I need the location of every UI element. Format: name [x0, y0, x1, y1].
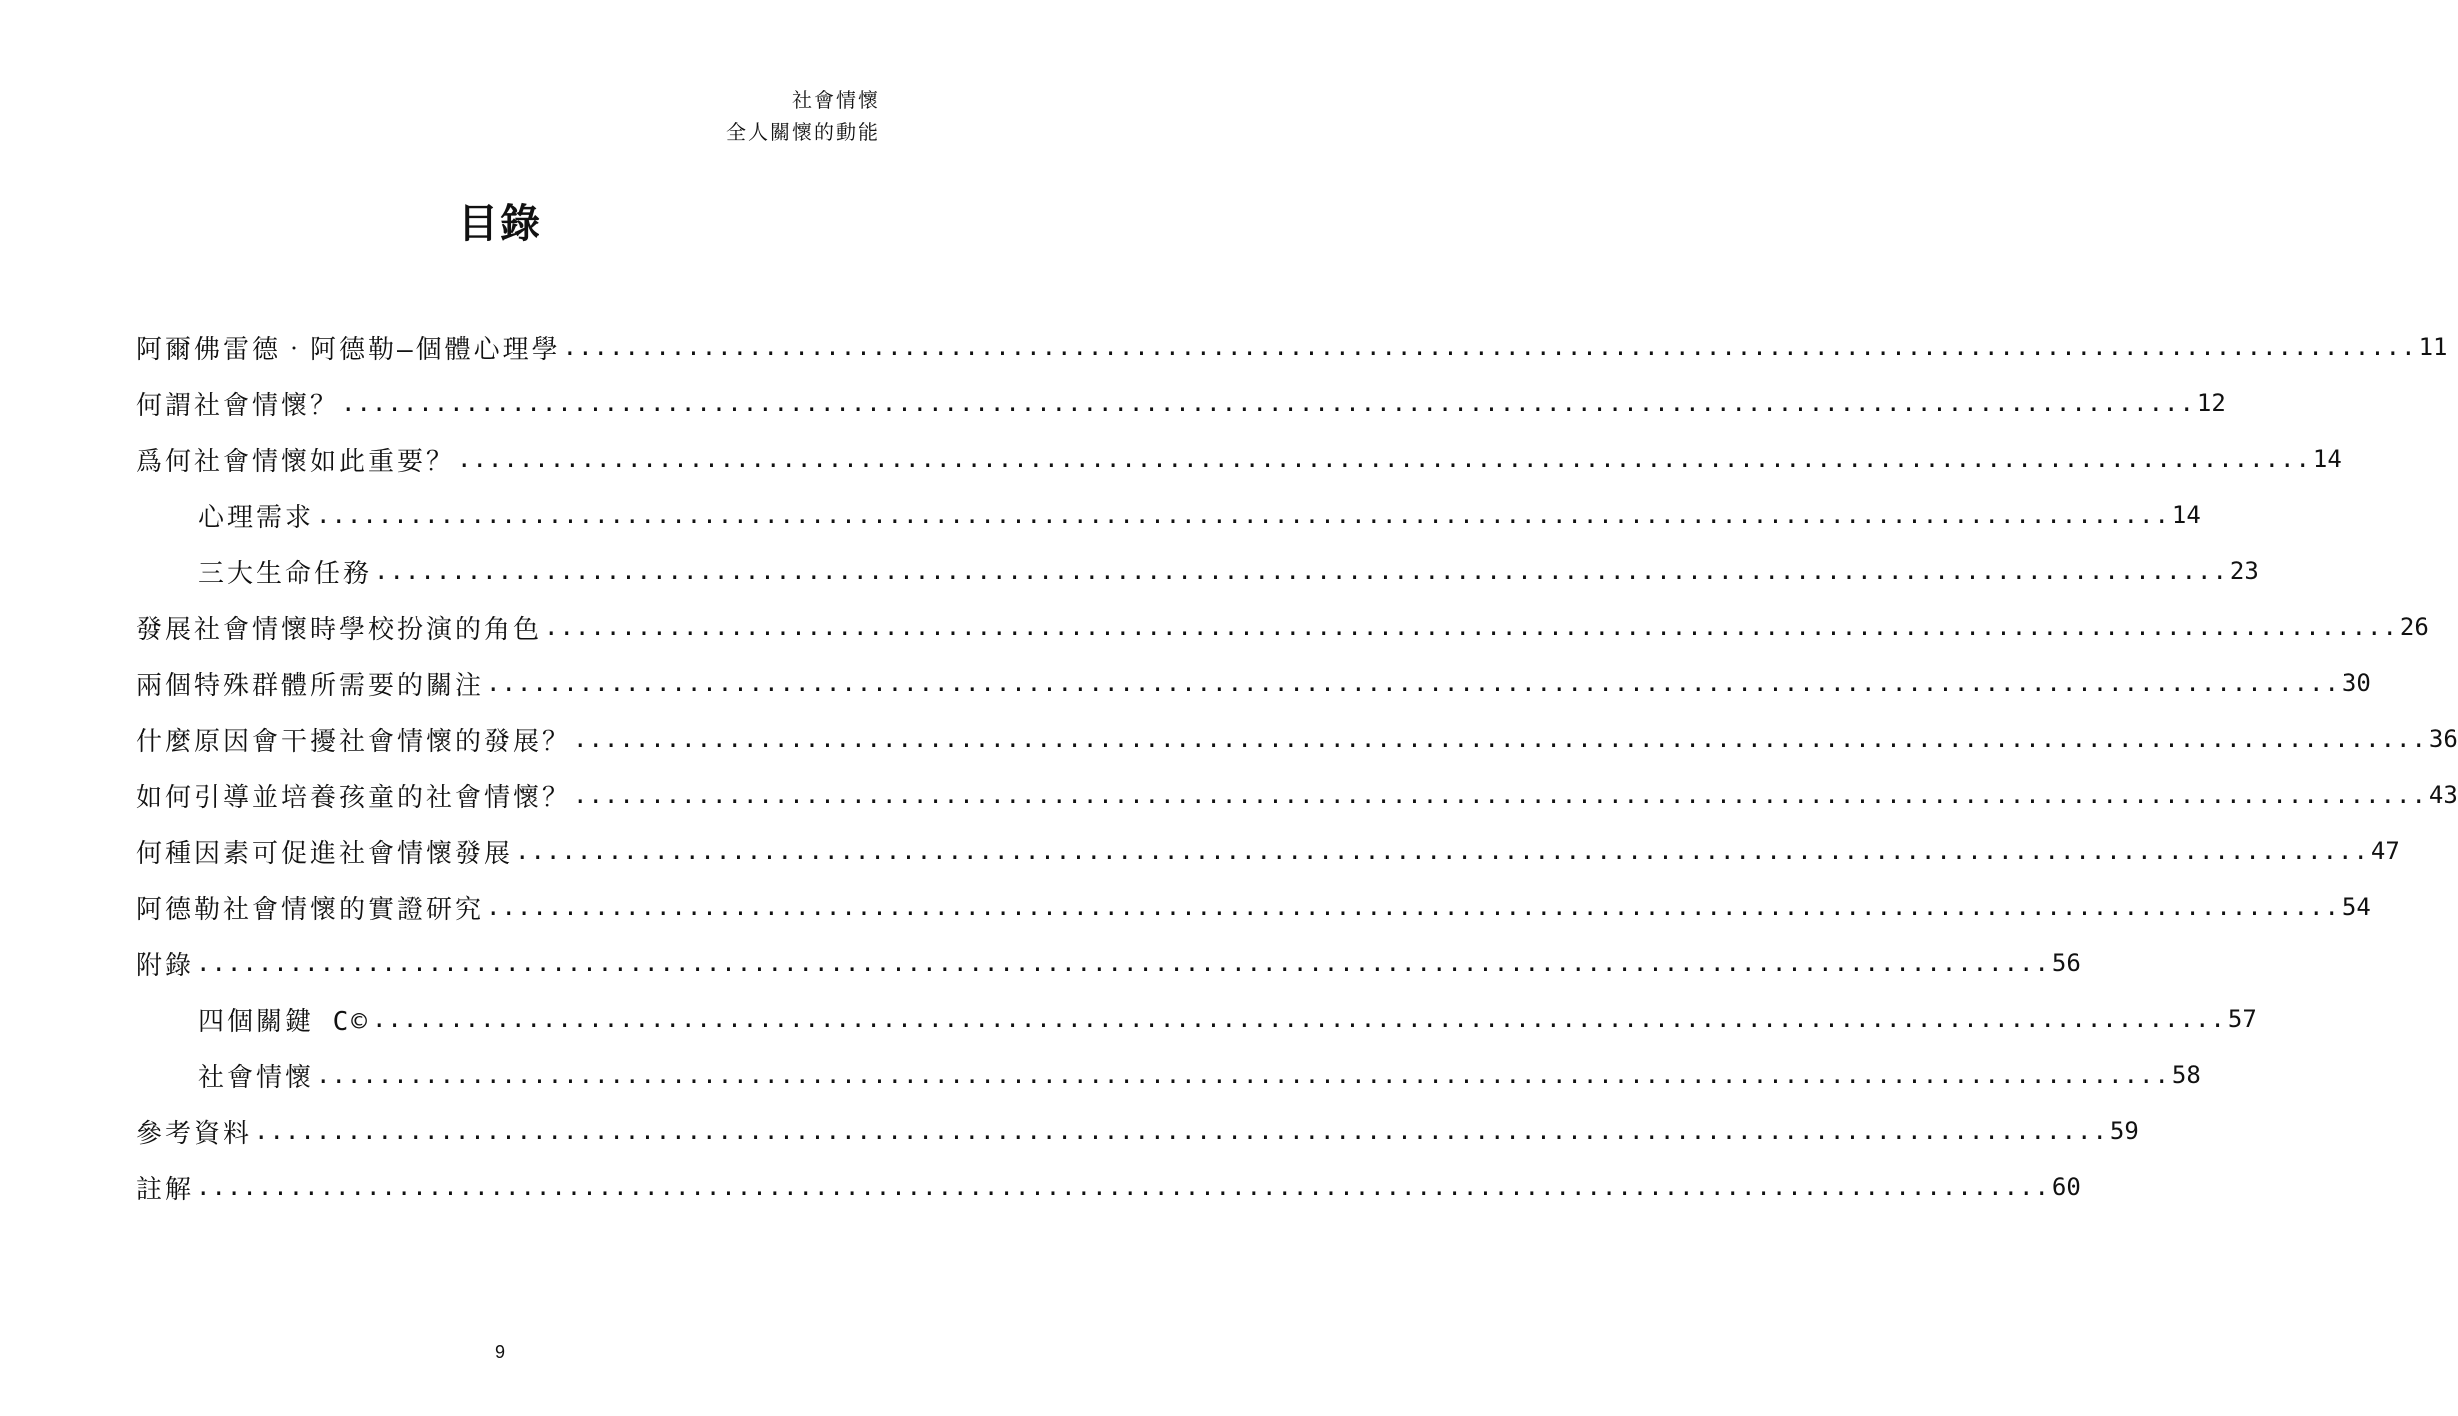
toc-entry-label: 三大生命任務 — [198, 558, 373, 589]
toc-entry — [136, 431, 2342, 487]
toc-entry-label: 何種因素可促進社會情懷發展 — [136, 838, 514, 869]
toc-entry-label: 兩個特殊群體所需要的關注 — [136, 670, 485, 701]
toc-entry — [136, 767, 2458, 823]
toc-entry-page: 57 — [2227, 1005, 2257, 1033]
toc-entry-label: 四個關鍵 C© — [198, 1006, 370, 1037]
toc-entry-label: 什麼原因會干擾社會情懷的發展？ — [136, 726, 572, 757]
toc-entry-page: 59 — [2109, 1117, 2139, 1145]
header-subtitle: 全人關懷的動能 — [726, 120, 880, 144]
toc-entry-page: 56 — [2051, 949, 2081, 977]
toc-entry-page: 36 — [2428, 725, 2458, 753]
dot-leader: ........................................................................................................................ — [254, 1117, 2108, 1145]
toc-entry-page: 54 — [2341, 893, 2371, 921]
table-of-contents — [136, 319, 2458, 1215]
toc-entry — [136, 655, 2371, 711]
toc-entry-page: 26 — [2399, 613, 2429, 641]
toc-entry-label: 如何引導並培養孩童的社會情懷？ — [136, 782, 572, 813]
toc-entry — [136, 543, 2259, 599]
dot-leader: ........................................................................................................................ — [196, 949, 2050, 977]
toc-entry-label: 註解 — [136, 1174, 195, 1205]
toc-entry-page: 14 — [2312, 445, 2342, 473]
toc-entry — [136, 991, 2257, 1047]
header-book-title: 社會情懷 — [792, 88, 880, 112]
dot-leader: ........................................................................................................................ — [341, 389, 2195, 417]
toc-entry-page: 23 — [2229, 557, 2259, 585]
dot-leader: ........................................................................................................................ — [316, 501, 2170, 529]
running-header — [726, 84, 880, 148]
toc-entry-page: 58 — [2171, 1061, 2201, 1089]
toc-entry-page: 12 — [2196, 389, 2226, 417]
toc-entry-label: 何謂社會情懷？ — [136, 390, 340, 421]
toc-entry — [136, 319, 2448, 375]
toc-entry — [136, 711, 2458, 767]
toc-entry-page: 43 — [2428, 781, 2458, 809]
dot-leader: ........................................................................................................................ — [573, 781, 2427, 809]
page-title: 目錄 — [458, 200, 542, 247]
toc-entry-page: 30 — [2341, 669, 2371, 697]
toc-entry — [136, 599, 2429, 655]
toc-entry — [136, 375, 2226, 431]
toc-entry-page: 47 — [2370, 837, 2400, 865]
toc-entry — [136, 1047, 2201, 1103]
toc-entry — [136, 1103, 2139, 1159]
toc-entry — [136, 1159, 2081, 1215]
toc-entry-label: 阿爾佛雷德‧阿德勒—個體心理學 — [136, 334, 561, 365]
toc-entry-label: 發展社會情懷時學校扮演的角色 — [136, 614, 543, 645]
toc-entry — [136, 935, 2081, 991]
dot-leader: ........................................................................................................................ — [486, 893, 2340, 921]
page-number: 9 — [494, 1342, 505, 1362]
toc-entry-label: 心理需求 — [198, 502, 315, 533]
toc-entry — [136, 823, 2400, 879]
toc-entry — [136, 487, 2201, 543]
dot-leader: ........................................................................................................................ — [515, 837, 2369, 865]
toc-entry-label: 阿德勒社會情懷的實證研究 — [136, 894, 485, 925]
dot-leader: ........................................................................................................................ — [457, 445, 2311, 473]
dot-leader: ........................................................................................................................ — [374, 557, 2228, 585]
toc-entry-page: 60 — [2051, 1173, 2081, 1201]
dot-leader: ........................................................................................................................ — [573, 725, 2427, 753]
toc-entry — [136, 879, 2371, 935]
dot-leader: ........................................................................................................................ — [196, 1173, 2050, 1201]
dot-leader: ........................................................................................................................ — [544, 613, 2398, 641]
toc-entry-label: 附錄 — [136, 950, 195, 981]
toc-entry-label: 社會情懷 — [198, 1062, 315, 1093]
toc-entry-page: 14 — [2171, 501, 2201, 529]
toc-entry-label: 參考資料 — [136, 1118, 253, 1149]
dot-leader: ........................................................................................................................ — [486, 669, 2340, 697]
dot-leader: ........................................................................................................................ — [371, 1005, 2226, 1033]
dot-leader: ........................................................................................................................ — [562, 333, 2417, 361]
toc-entry-page: 11 — [2418, 333, 2448, 361]
toc-entry-label: 爲何社會情懷如此重要？ — [136, 446, 456, 477]
dot-leader: ........................................................................................................................ — [316, 1061, 2170, 1089]
